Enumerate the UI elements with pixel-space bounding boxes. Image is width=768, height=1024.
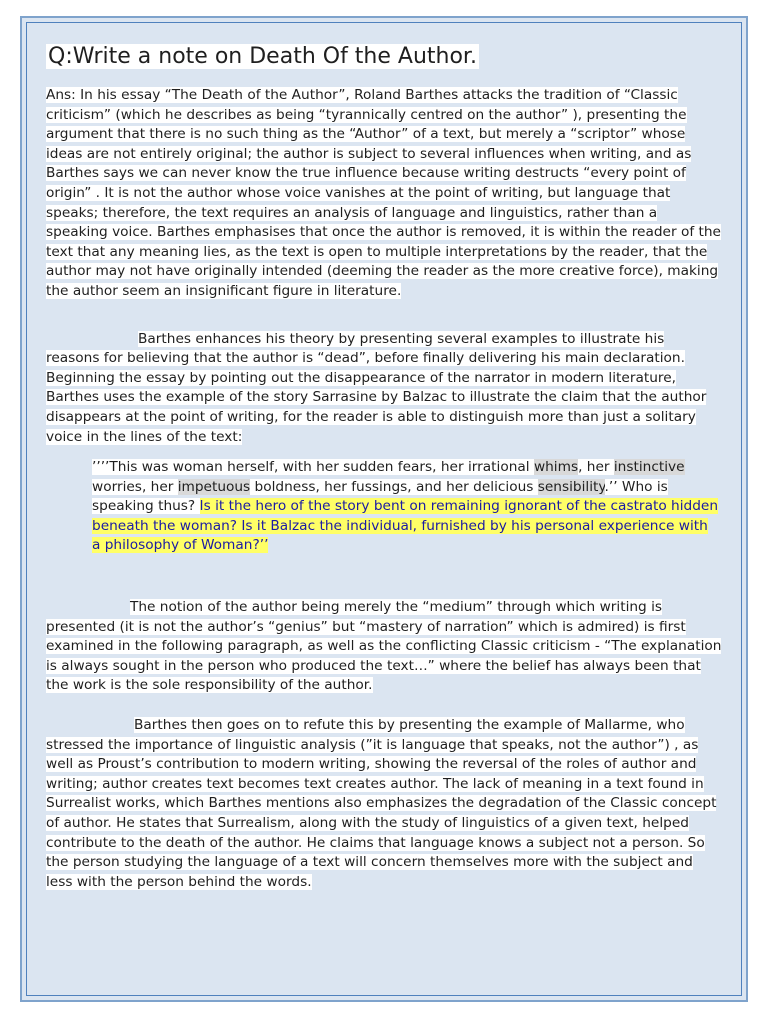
paragraph-3 — [46, 598, 722, 696]
paragraph-2-text: Barthes enhances his theory by presenting several examples to illustrate his reasons for believing that the author is “dead”, before finally delivering his main declaration. Beginning the essay by pointing out the disappearance of the narrator in modern literature, Barthes uses the example of the story Sarrasine by Balzac to illustrate the claim that the author disappears at the point of writing, for the reader is able to distinguish more than just a solitary voice in the lines of the text: — [46, 330, 707, 445]
quote-closing-marks: ’’ — [259, 537, 269, 554]
quote-word-impetuous: impetuous — [177, 478, 251, 495]
page-title: Q:Write a note on Death Of the Author. — [48, 44, 477, 69]
paragraph-4-text: Barthes then goes on to refute this by presenting the example of Mallarme, who stressed the importance of linguistic analysis (”it is language that speaks, not the author”) , as well as Proust’s contribution to modern writing, showing the reversal of the roles of author and writing; author creates text becomes text creates author. The lack of meaning in a text found in Surrealist works, which Barthes mentions also emphasizes the degradation of the Classic concept of author. He states that Surrealism, along with the study of linguistics of a given text, helped contribute to the death of the author. He claims that language knows a subject not a person. So the person studying the language of a text will concern themselves more with the subject and less with the person behind the words. — [46, 717, 717, 890]
quote-word-sensibility: sensibility — [537, 478, 605, 495]
quote-text-5: .’’ Who is speaking thus? — [92, 478, 668, 515]
quote-word-whims: whims — [533, 459, 579, 476]
quote-highlighted-question: Is it the hero of the story bent on remaining ignorant of the castrato hidden beneath the woman? Is it Balzac the individual, furnished by his personal experience with a philosophy of Woman? — [92, 498, 718, 554]
paragraph-3-text: The notion of the author being merely the “medium” through which writing is presented (it is not the author’s “genius” but “mastery of narration” which is admired) is first examined in the following paragraph, as well as the conflicting Classic criticism - “The explanation is always sought in the person who produced the text…” where the belief has always been that the work is the sole responsibility of the author. — [46, 599, 722, 694]
paragraph-1-text: Ans: In his essay “The Death of the Author”, Roland Barthes attacks the tradition of “Classic criticism” (which he describes as being “tyrannically centred on the author” ), presenting the argument that there is no such thing as the “Author” of a text, but merely a “scriptor” whose ideas are not entirely original; the author is subject to several influences when writing, and as Barthes says we can never know the true influence because writing destructs “every point of origin” . It is not the author whose voice vanishes at the point of writing, but language that speaks; therefore, the text requires an analysis of language and linguistics, rather than a speaking voice. Barthes emphasises that once the author is removed, it is within the reader of the text that any meaning lies, as the text is open to multiple interpretations by the reader, that the author may not have originally intended (deeming the reader as the more creative force), making the author seem an insignificant figure in literature. — [46, 87, 721, 299]
quote-text-2: , her — [578, 459, 614, 476]
title-container — [46, 40, 722, 76]
quote-text-1: ’’’’This was woman herself, with her sudden fears, her irrational — [92, 459, 534, 476]
quote-text-4: boldness, her fussings, and her delicious — [250, 478, 538, 495]
paragraph-1 — [46, 86, 722, 302]
paragraph-4 — [46, 716, 722, 892]
paragraph-2 — [46, 330, 722, 448]
block-quote — [92, 458, 718, 556]
document-content — [46, 40, 722, 892]
quote-word-instinctive: instinctive — [613, 459, 685, 476]
quote-text-3: worries, her — [92, 478, 178, 495]
